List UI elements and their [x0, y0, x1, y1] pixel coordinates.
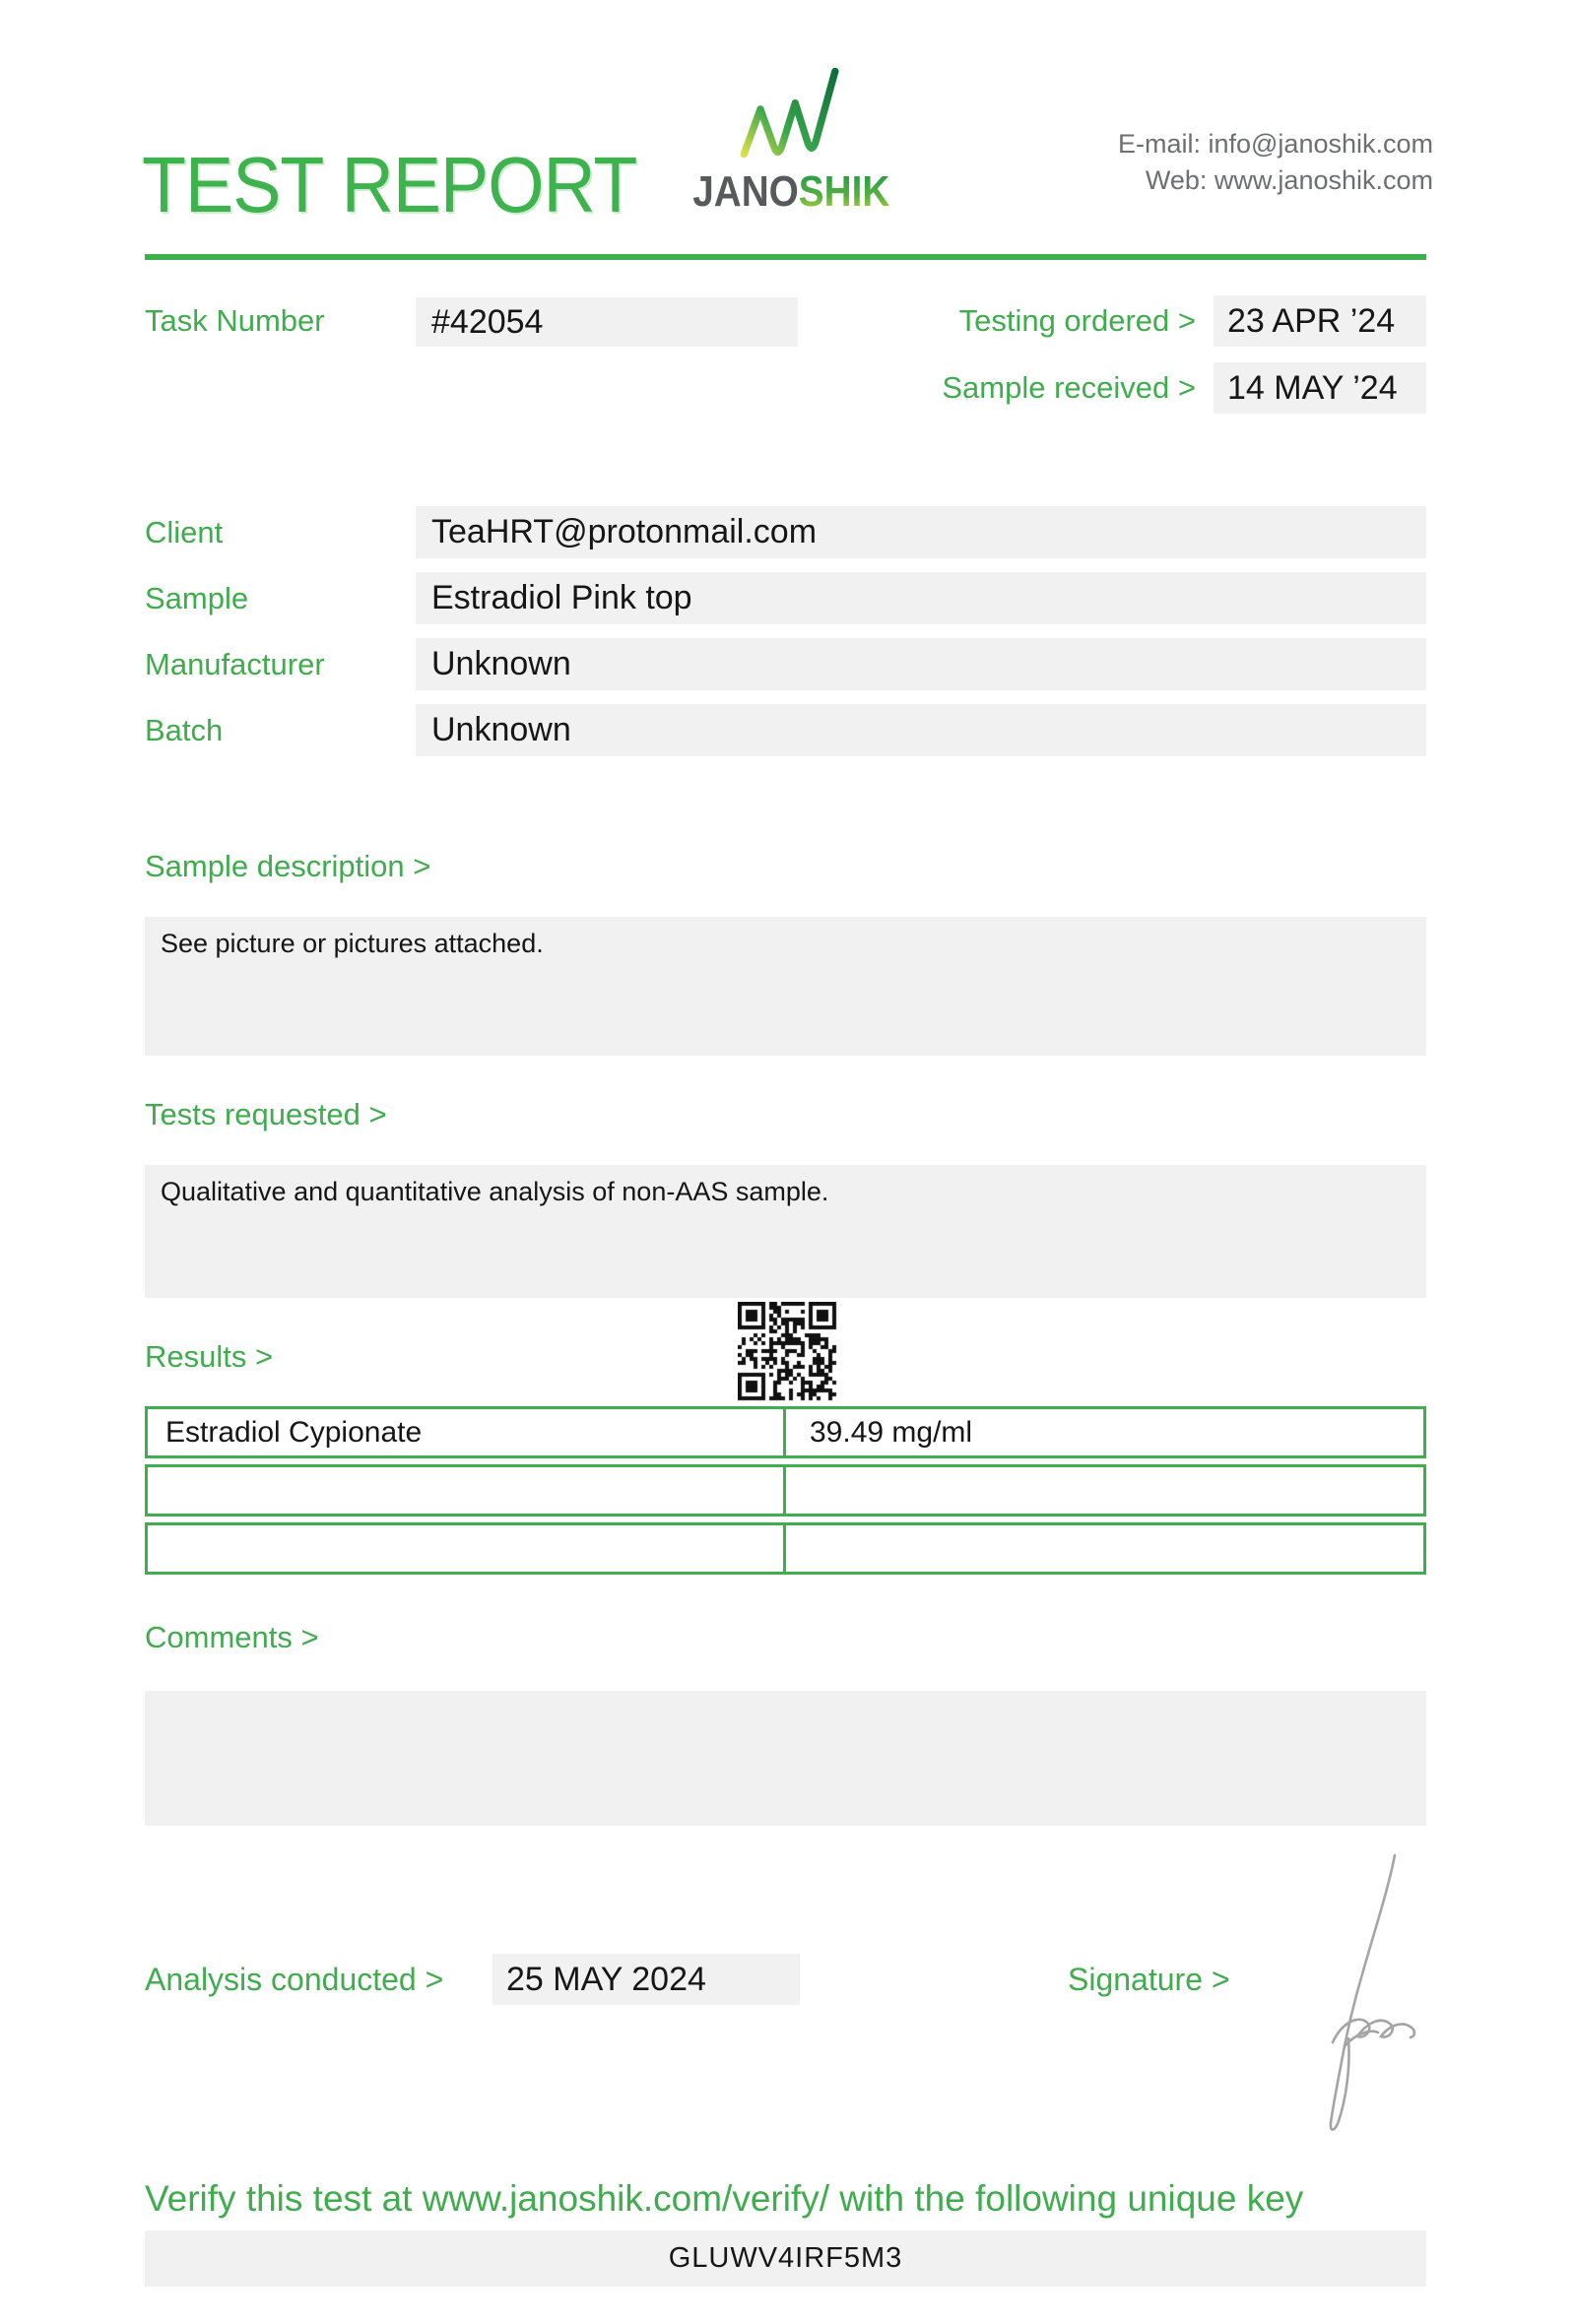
result-value: [786, 1467, 1423, 1514]
testing-ordered-date: 23 APR ’24: [1214, 295, 1426, 347]
testing-ordered-label: Testing ordered >: [958, 303, 1196, 338]
logo-wordmark: [692, 167, 890, 217]
comments-heading: Comments >: [145, 1620, 319, 1654]
result-name: Estradiol Cypionate: [148, 1409, 786, 1455]
sample-received-label: Sample received >: [942, 370, 1196, 405]
manufacturer-value: Unknown: [416, 638, 1426, 690]
sample-description-heading: Sample description >: [145, 849, 431, 883]
detail-row-manufacturer: [145, 638, 1426, 690]
results-table-row: [145, 1522, 1426, 1575]
logo-shik: SHIK: [798, 167, 890, 216]
janoshik-logo: [680, 61, 896, 217]
sample-received-row: [886, 362, 1426, 414]
page-title: TEST REPORT: [142, 141, 637, 228]
detail-row-sample: [145, 572, 1426, 624]
sample-description-box: See picture or pictures attached.: [145, 917, 1426, 1056]
sample-received-date: 14 MAY ’24: [1214, 362, 1426, 414]
task-number-value: #42054: [416, 297, 798, 347]
verification-key: GLUWV4IRF5M3: [145, 2230, 1426, 2287]
header-divider: [145, 254, 1426, 260]
result-value: [786, 1525, 1423, 1572]
analysis-conducted-date: 25 MAY 2024: [492, 1954, 800, 2005]
detail-row-client: [145, 506, 1426, 558]
growth-chart-icon: [737, 61, 839, 165]
detail-row-batch: [145, 704, 1426, 756]
testing-ordered-row: [886, 295, 1426, 347]
results-table-row: [145, 1464, 1426, 1517]
client-label: Client: [145, 515, 224, 549]
manufacturer-label: Manufacturer: [145, 647, 325, 681]
verify-instruction: Verify this test at www.janoshik.com/verify/ with the following unique key: [145, 2178, 1304, 2219]
signature-label: Signature >: [1068, 1962, 1230, 1997]
contact-block: [1118, 126, 1433, 199]
batch-value: Unknown: [416, 704, 1426, 756]
tests-requested-heading: Tests requested >: [145, 1097, 387, 1131]
web-label: Web:: [1145, 165, 1208, 195]
analysis-conducted-label: Analysis conducted >: [145, 1962, 444, 1997]
tests-requested-box: Qualitative and quantitative analysis of non-AAS sample.: [145, 1165, 1426, 1298]
client-value: TeaHRT@protonmail.com: [416, 506, 1426, 558]
contact-web-line: [1118, 162, 1433, 199]
result-name: [148, 1467, 786, 1514]
web-value[interactable]: www.janoshik.com: [1214, 165, 1433, 195]
sample-label: Sample: [145, 581, 249, 615]
task-number-label: Task Number: [145, 303, 325, 338]
email-label: E-mail:: [1117, 129, 1201, 159]
results-heading: Results >: [145, 1339, 274, 1374]
logo-jano: JANO: [692, 167, 799, 216]
results-table-row: [145, 1406, 1426, 1458]
batch-label: Batch: [145, 713, 224, 747]
sample-value: Estradiol Pink top: [416, 572, 1426, 624]
comments-box: [145, 1691, 1426, 1826]
result-name: [148, 1525, 786, 1572]
email-value[interactable]: info@janoshik.com: [1208, 129, 1433, 159]
contact-email-line: [1118, 126, 1433, 162]
qr-code: [738, 1302, 838, 1402]
result-value: 39.49 mg/ml: [810, 1415, 973, 1449]
handwritten-signature: [1276, 1849, 1438, 2137]
